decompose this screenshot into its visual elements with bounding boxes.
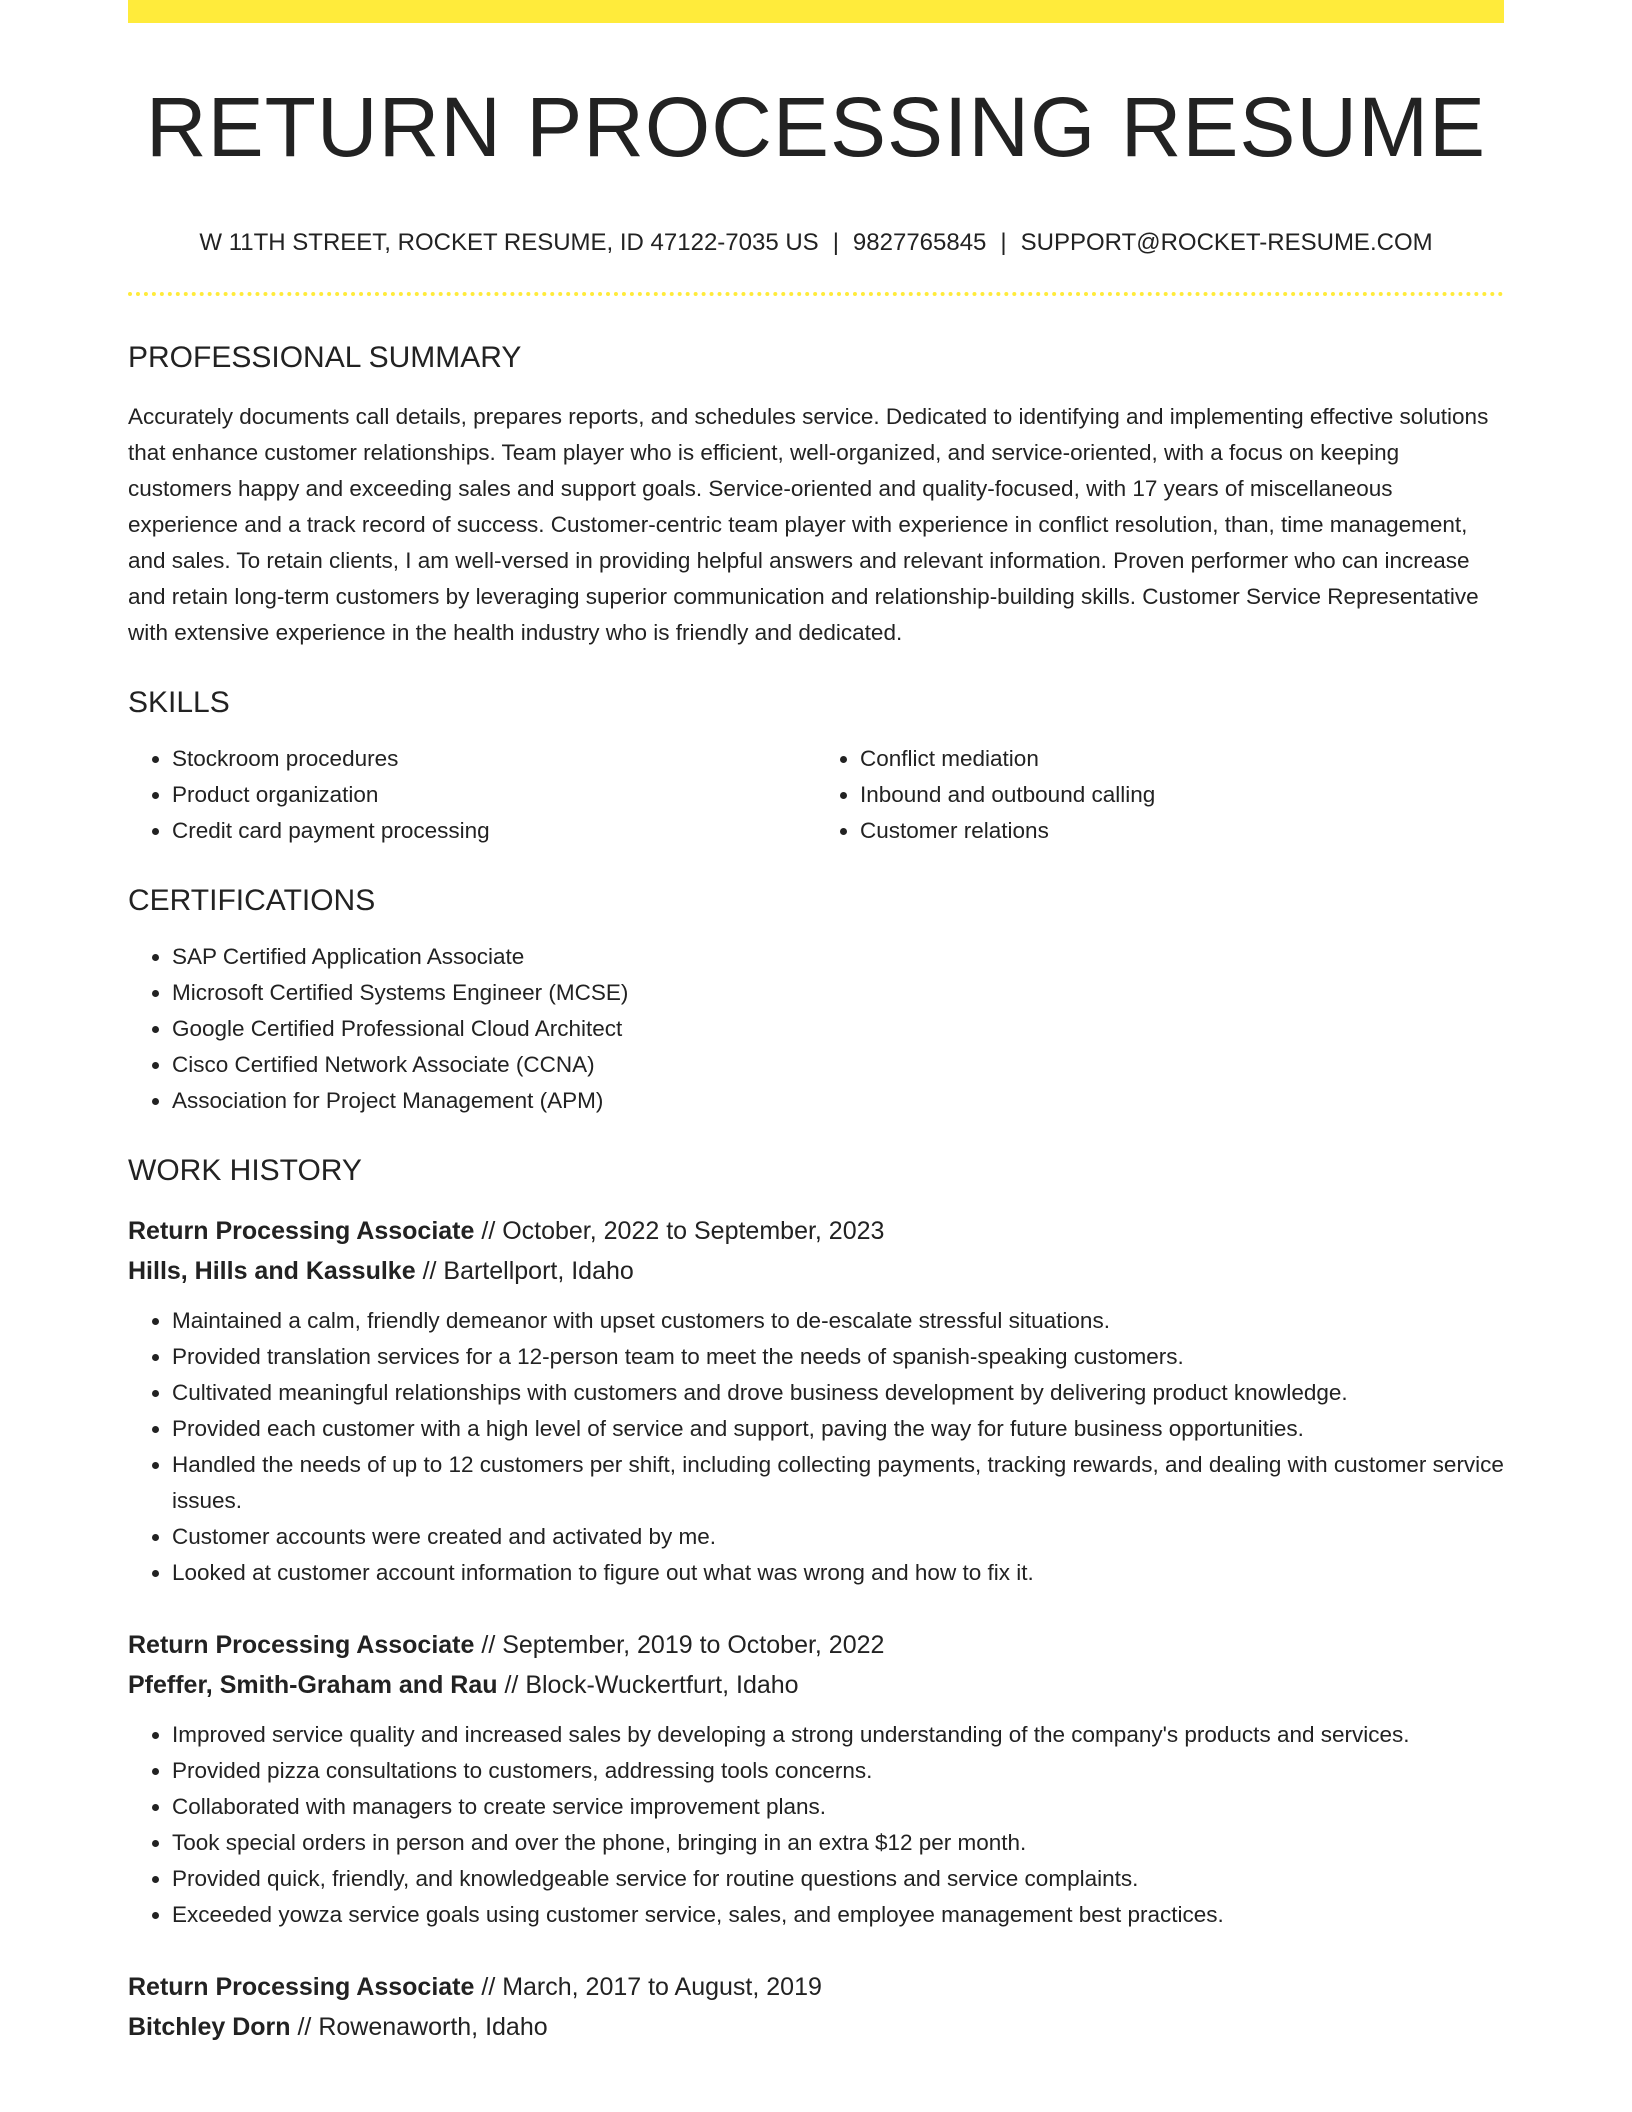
job-role: Return Processing Associate <box>128 1216 475 1245</box>
skill-item: • Conflict mediation <box>860 741 1504 777</box>
skills-section <box>128 685 1504 849</box>
certifications-heading: CERTIFICATIONS <box>128 883 376 917</box>
job-role-line <box>128 1625 1504 1665</box>
job-role-line <box>128 1967 1504 2007</box>
job-bullet: • Provided translation services for a 12-person team to meet the needs of spanish-speaking customers. <box>172 1339 1504 1375</box>
skill-item: • Inbound and outbound calling <box>860 777 1504 813</box>
certification-item: • Microsoft Certified Systems Engineer (MCSE) <box>172 975 1504 1011</box>
summary-text: Accurately documents call details, prepares reports, and schedules service. Dedicated to identifying and implementing effective solutions that enhance customer relationships. Team player who is efficient, well-organized, and service-oriented, with a focus on keeping customers happy and exceeding sales and support goals. Service-oriented and quality-focused, with 17 years of miscellaneous experience and a track record of success. Customer-centric team player with experience in conflict resolution, than, time management, and sales. To retain clients, I am well-versed in providing helpful answers and relevant information. Proven performer who can increase and retain long-term customers by leveraging superior communication and relationship-building skills. Customer Service Representative with extensive experience in the health industry who is friendly and dedicated. <box>128 403 1489 645</box>
job-entry <box>128 1211 1504 1591</box>
skills-heading: SKILLS <box>128 685 230 719</box>
job-bullet: • Provided pizza consultations to customers, addressing tools concerns. <box>172 1753 1504 1789</box>
job-entry <box>128 1625 1504 1933</box>
work-history-section <box>128 1153 1504 2047</box>
skill-item: • Credit card payment processing <box>172 813 816 849</box>
certification-item: • SAP Certified Application Associate <box>172 939 1504 975</box>
certifications-list <box>128 939 1504 1119</box>
skill-item: • Customer relations <box>860 813 1504 849</box>
certification-item: • Association for Project Management (APM) <box>172 1083 1504 1119</box>
contact-address: W 11TH STREET, ROCKET RESUME, ID 47122-7035 US <box>199 229 819 256</box>
job-bullet: • Exceeded yowza service goals using customer service, sales, and employee management best practices. <box>172 1897 1504 1933</box>
summary-section <box>128 340 1504 651</box>
job-location: // Block-Wuckertfurt, Idaho <box>497 1670 799 1699</box>
skills-list-right <box>816 741 1504 849</box>
job-bullet: • Took special orders in person and over the phone, bringing in an extra $12 per month. <box>172 1825 1504 1861</box>
skills-grid <box>128 721 1504 849</box>
job-bullet: • Improved service quality and increased sales by developing a strong understanding of the company's products and services. <box>172 1717 1504 1753</box>
certifications-section <box>128 883 1504 1119</box>
resume-title: RETURN PROCESSING RESUME <box>145 80 1487 174</box>
certification-item: • Google Certified Professional Cloud Architect <box>172 1011 1504 1047</box>
accent-top-bar <box>128 0 1504 23</box>
certification-item: • Cisco Certified Network Associate (CCNA) <box>172 1047 1504 1083</box>
work-history-heading: WORK HISTORY <box>128 1153 362 1187</box>
job-dates: // October, 2022 to September, 2023 <box>474 1216 885 1245</box>
resume-page <box>128 0 1504 2047</box>
skill-item: • Stockroom procedures <box>172 741 816 777</box>
job-bullet: • Maintained a calm, friendly demeanor with upset customers to de-escalate stressful situations. <box>172 1303 1504 1339</box>
job-bullet: • Provided quick, friendly, and knowledgeable service for routine questions and service complaints. <box>172 1861 1504 1897</box>
job-entry <box>128 1967 1504 2047</box>
job-bullets <box>128 1717 1504 1933</box>
header-divider <box>128 292 1504 296</box>
job-bullets <box>128 1303 1504 1591</box>
job-bullet: • Provided each customer with a high level of service and support, paving the way for future business opportunities. <box>172 1411 1504 1447</box>
job-bullet: • Customer accounts were created and activated by me. <box>172 1519 1504 1555</box>
job-bullet: • Collaborated with managers to create service improvement plans. <box>172 1789 1504 1825</box>
job-company: Pfeffer, Smith-Graham and Rau <box>128 1670 498 1699</box>
job-company-line <box>128 1251 1504 1291</box>
job-location: // Rowenaworth, Idaho <box>290 2012 548 2041</box>
job-role-line <box>128 1211 1504 1251</box>
job-bullet: • Cultivated meaningful relationships with customers and drove business development by delivering product knowledge. <box>172 1375 1504 1411</box>
job-company-line <box>128 2007 1504 2047</box>
job-dates: // September, 2019 to October, 2022 <box>474 1630 885 1659</box>
job-company: Bitchley Dorn <box>128 2012 291 2041</box>
job-role: Return Processing Associate <box>128 1630 475 1659</box>
job-location: // Bartellport, Idaho <box>415 1256 634 1285</box>
summary-heading: PROFESSIONAL SUMMARY <box>128 340 522 374</box>
job-bullet: • Looked at customer account information to figure out what was wrong and how to fix it. <box>172 1555 1504 1591</box>
contact-email[interactable]: SUPPORT@ROCKET-RESUME.COM <box>1020 229 1433 256</box>
contact-phone: 9827765845 <box>852 229 987 256</box>
job-role: Return Processing Associate <box>128 1972 475 2001</box>
contact-separator: | <box>832 229 839 256</box>
skills-list-left <box>128 741 816 849</box>
job-dates: // March, 2017 to August, 2019 <box>474 1972 822 2001</box>
contact-line <box>128 229 1504 258</box>
job-bullet: • Handled the needs of up to 12 customers per shift, including collecting payments, tracking rewards, and dealing with customer service issues. <box>172 1447 1504 1519</box>
job-company-line <box>128 1665 1504 1705</box>
contact-separator: | <box>1000 229 1007 256</box>
skill-item: • Product organization <box>172 777 816 813</box>
job-company: Hills, Hills and Kassulke <box>128 1256 416 1285</box>
